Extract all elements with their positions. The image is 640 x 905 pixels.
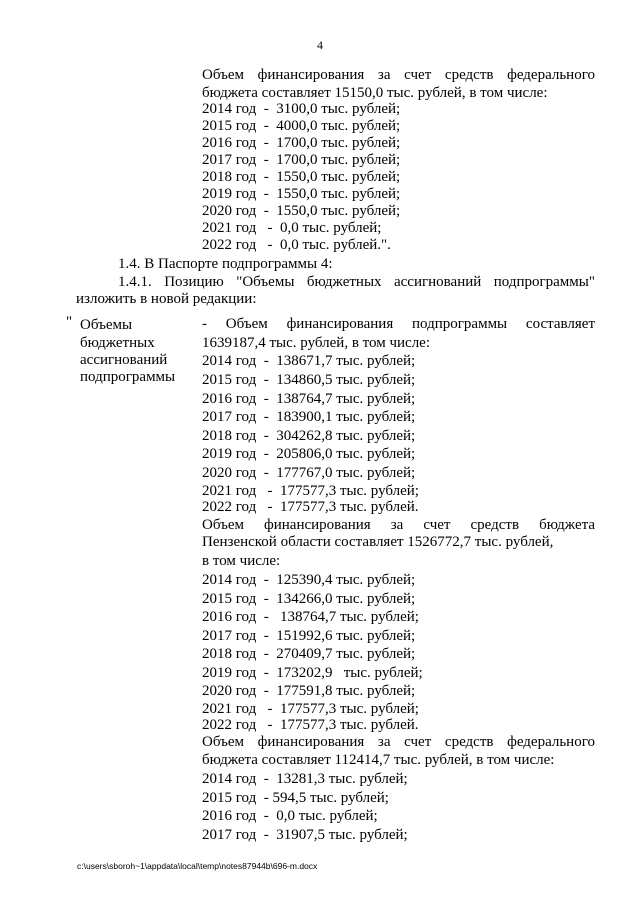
block1-year-2022: 2022 год - 0,0 тыс. рублей.". xyxy=(202,237,391,253)
regional-line1: Объем финансирования за счет средств бюджета xyxy=(202,517,595,533)
total-year-2016: 2016 год - 138764,7 тыс. рублей; xyxy=(202,391,416,407)
label-line-2: бюджетных xyxy=(80,335,155,351)
block1-year-2018: 2018 год - 1550,0 тыс. рублей; xyxy=(202,169,401,185)
block1-intro-line2: бюджета составляет 15150,0 тыс. рублей, в том числе: xyxy=(202,85,548,101)
total-line2: 1639187,4 тыс. рублей, в том числе: xyxy=(202,335,431,351)
label-line-4: подпрограммы xyxy=(80,369,176,385)
section-1-4-1-line2: изложить в новой редакции: xyxy=(76,291,257,307)
regional-year-2018: 2018 год - 270409,7 тыс. рублей; xyxy=(202,646,416,662)
total-year-2015: 2015 год - 134860,5 тыс. рублей; xyxy=(202,372,416,388)
total-year-2018: 2018 год - 304262,8 тыс. рублей; xyxy=(202,428,416,444)
label-line-1: Объемы xyxy=(80,317,133,333)
opening-quote-mark: " xyxy=(66,314,73,330)
federal-year-2015: 2015 год - 594,5 тыс. рублей; xyxy=(202,790,389,806)
label-line-3: ассигнований xyxy=(80,352,168,368)
block1-intro-line1: Объем финансирования за счет средств федерального xyxy=(202,67,595,83)
regional-year-2020: 2020 год - 177591,8 тыс. рублей; xyxy=(202,683,416,699)
block1-year-2019: 2019 год - 1550,0 тыс. рублей; xyxy=(202,186,401,202)
block1-year-2016: 2016 год - 1700,0 тыс. рублей; xyxy=(202,135,401,151)
regional-year-2014: 2014 год - 125390,4 тыс. рублей; xyxy=(202,572,416,588)
total-year-2014: 2014 год - 138671,7 тыс. рублей; xyxy=(202,353,416,369)
federal-line2: бюджета составляет 112414,7 тыс. рублей, в том числе: xyxy=(202,752,555,768)
total-line1: - Объем финансирования подпрограммы составляет xyxy=(202,316,595,332)
block1-year-2020: 2020 год - 1550,0 тыс. рублей; xyxy=(202,203,401,219)
total-year-2021: 2021 год - 177577,3 тыс. рублей; xyxy=(202,483,419,499)
federal-year-2017: 2017 год - 31907,5 тыс. рублей; xyxy=(202,827,408,843)
regional-line2: Пензенской области составляет 1526772,7 тыс. рублей, xyxy=(202,534,554,550)
block1-year-2014: 2014 год - 3100,0 тыс. рублей; xyxy=(202,101,401,117)
total-year-2022: 2022 год - 177577,3 тыс. рублей. xyxy=(202,499,419,515)
regional-year-2019: 2019 год - 173202,9 тыс. рублей; xyxy=(202,665,423,681)
regional-year-2021: 2021 год - 177577,3 тыс. рублей; xyxy=(202,701,419,717)
federal-year-2014: 2014 год - 13281,3 тыс. рублей; xyxy=(202,771,408,787)
block1-year-2015: 2015 год - 4000,0 тыс. рублей; xyxy=(202,118,401,134)
section-1-4-1-line1: 1.4.1. Позицию "Объемы бюджетных ассигнований подпрограммы" xyxy=(118,274,595,290)
regional-year-2015: 2015 год - 134266,0 тыс. рублей; xyxy=(202,591,416,607)
block1-year-2021: 2021 год - 0,0 тыс. рублей; xyxy=(202,220,382,236)
file-path-footer: c:\users\sboroh~1\appdata\local\temp\notes87944b\696-m.docx xyxy=(77,861,318,871)
total-year-2019: 2019 год - 205806,0 тыс. рублей; xyxy=(202,446,416,462)
federal-year-2016: 2016 год - 0,0 тыс. рублей; xyxy=(202,808,378,824)
regional-year-2022: 2022 год - 177577,3 тыс. рублей. xyxy=(202,717,419,733)
block1-year-2017: 2017 год - 1700,0 тыс. рублей; xyxy=(202,152,401,168)
total-year-2020: 2020 год - 177767,0 тыс. рублей; xyxy=(202,465,416,481)
total-year-2017: 2017 год - 183900,1 тыс. рублей; xyxy=(202,409,416,425)
section-1-4-heading: 1.4. В Паспорте подпрограммы 4: xyxy=(118,256,333,272)
regional-year-2017: 2017 год - 151992,6 тыс. рублей; xyxy=(202,628,416,644)
regional-year-2016: 2016 год - 138764,7 тыс. рублей; xyxy=(202,609,419,625)
page-number: 4 xyxy=(317,38,323,52)
federal-line1: Объем финансирования за счет средств федерального xyxy=(202,734,595,750)
regional-line3: в том числе: xyxy=(202,553,281,569)
